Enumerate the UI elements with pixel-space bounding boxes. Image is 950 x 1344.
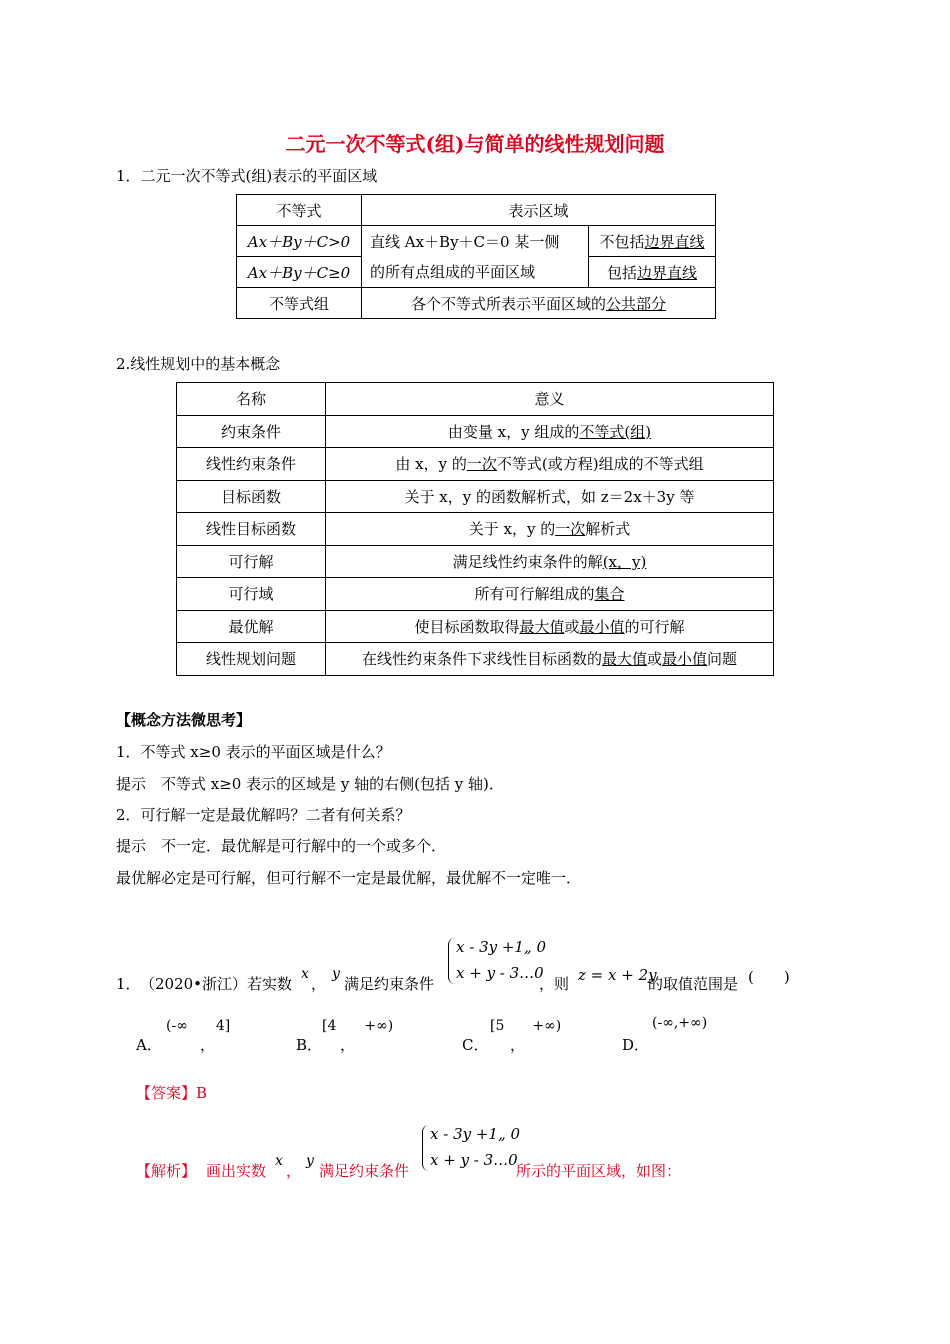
- option-separator: ，: [200, 1036, 216, 1054]
- table-cell: 线性约束条件: [177, 448, 326, 481]
- table-cell: Ax＋By＋C>0: [237, 226, 362, 257]
- cell-text-underlined: 最小值: [579, 617, 625, 636]
- concept-table: [176, 382, 774, 676]
- table-header: 表示区域: [362, 195, 716, 226]
- table-header: 意义: [326, 383, 774, 416]
- analysis-text: 画出实数: [206, 1162, 267, 1180]
- option-label: C．: [462, 1036, 489, 1054]
- table-cell: 最优解: [177, 610, 326, 643]
- region-desc-line: 直线 Ax＋By＋C＝0 某一侧: [370, 232, 560, 251]
- cell-text-underlined: 最小值: [662, 650, 708, 669]
- cell-text-underlined: 集合: [594, 585, 625, 604]
- cell-text: 由变量 x，y 组成的: [447, 422, 580, 441]
- cell-text: 或: [564, 617, 580, 636]
- cell-text: 包括: [606, 263, 637, 282]
- cell-text-underlined: 公共部分: [606, 294, 667, 313]
- table-header: 名称: [177, 383, 326, 416]
- region-desc-line: 的所有点组成的平面区域: [370, 262, 536, 281]
- table-row: [177, 480, 774, 513]
- constraint-2: x + y - 3…0: [456, 964, 544, 982]
- constraint-2: x + y - 3…0: [430, 1151, 518, 1169]
- comma: ，: [311, 975, 327, 993]
- problem-source: （2020•浙江）若实数: [140, 975, 293, 993]
- table-cell: 线性规划问题: [177, 643, 326, 676]
- constraint-1: x - 3y +1„ 0: [456, 938, 547, 956]
- cell-text: 由 x，y 的: [395, 455, 467, 474]
- page-title: 二元一次不等式(组)与简单的线性规划问题: [285, 132, 665, 156]
- answer-value: B: [196, 1084, 208, 1102]
- option-label: B．: [296, 1036, 323, 1054]
- cell-text-underlined: 边界直线: [644, 232, 705, 251]
- table-cell: [589, 226, 716, 257]
- analysis-tag: 【解析】: [136, 1162, 197, 1180]
- answer-1: 提示 不等式 x≥0 表示的区域是 y 轴的右侧(包括 y 轴)．: [116, 775, 504, 793]
- table-cell: [326, 578, 774, 611]
- constraint-1: x - 3y +1„ 0: [430, 1125, 521, 1143]
- problem-number: 1．: [116, 975, 141, 993]
- cell-text-underlined: 最大值: [601, 650, 647, 669]
- table-cell: 目标函数: [177, 480, 326, 513]
- table-row: [177, 415, 774, 448]
- table-cell: [362, 226, 589, 288]
- cell-text: 各个不等式所表示平面区域的: [410, 294, 606, 313]
- cell-text: 所有可行解组成的: [474, 585, 595, 604]
- cell-text: 在线性约束条件下求线性目标函数的: [361, 650, 602, 669]
- var-y: y: [332, 966, 340, 982]
- answer-tag: 【答案】: [136, 1084, 197, 1102]
- cell-text-underlined: 最大值: [519, 617, 565, 636]
- cell-text-underlined: 一次: [555, 520, 586, 539]
- var-y: y: [306, 1153, 314, 1169]
- cell-text-underlined: 一次: [466, 455, 497, 474]
- table-cell: [326, 643, 774, 676]
- think-heading: 【概念方法微思考】: [116, 711, 252, 729]
- cell-text: 不包括: [599, 232, 645, 251]
- table-row: [177, 448, 774, 481]
- answer-2: 提示 不一定．最优解是可行解中的一个或多个．: [116, 837, 447, 855]
- option-value: (-∞,+∞): [652, 1015, 708, 1031]
- section2-heading: 2.线性规划中的基本概念: [116, 355, 281, 373]
- table-row: [177, 513, 774, 546]
- option-separator: ，: [340, 1036, 356, 1054]
- problem-range: 的取值范围是: [648, 975, 739, 993]
- cell-text: 的可行解: [624, 617, 685, 636]
- table-cell: [326, 545, 774, 578]
- table-cell: 线性目标函数: [177, 513, 326, 546]
- question-1: 1．不等式 x≥0 表示的平面区域是什么？: [116, 743, 391, 761]
- cell-text-underlined: (x，y): [602, 552, 647, 571]
- option-separator: ，: [510, 1036, 526, 1054]
- table-cell: 可行域: [177, 578, 326, 611]
- cell-text: 或: [646, 650, 662, 669]
- table-cell: [326, 610, 774, 643]
- cell-text: 不等式(或方程)组成的不等式组: [496, 455, 704, 474]
- answer-line: [136, 1082, 207, 1103]
- var-x: x: [301, 966, 309, 982]
- problem-condition: 满足约束条件: [344, 975, 435, 993]
- comma: ，: [286, 1162, 302, 1180]
- question-2: 2．可行解一定是最优解吗？二者有何关系？: [116, 806, 411, 824]
- analysis-text: 所示的平面区域，如图：: [516, 1162, 682, 1180]
- table-cell: [326, 415, 774, 448]
- cell-text: 关于 x，y 的: [468, 520, 556, 539]
- table-cell: [362, 288, 716, 319]
- analysis-text: 满足约束条件: [319, 1162, 410, 1180]
- table-row: [177, 578, 774, 611]
- option-value: [4 +∞): [322, 1018, 394, 1034]
- table-cell: [326, 448, 774, 481]
- answer-blank: ( ): [748, 968, 790, 986]
- table-row: [177, 643, 774, 676]
- table-cell: [326, 513, 774, 546]
- table-row: [177, 545, 774, 578]
- cell-text: 满足线性约束条件的解: [452, 552, 603, 571]
- section1-heading: 1．二元一次不等式(组)表示的平面区域: [116, 167, 378, 185]
- table-header: 不等式: [237, 195, 362, 226]
- cell-text-underlined: 边界直线: [637, 263, 698, 282]
- option-value: [5 +∞): [490, 1018, 562, 1034]
- cell-text: 解析式: [585, 520, 631, 539]
- problem-then: ，则: [539, 975, 570, 993]
- cell-text: 关于 x，y 的函数解析式，如 z＝2x＋3y 等: [404, 487, 695, 506]
- cell-text-underlined: 不等式(组): [579, 422, 652, 441]
- region-table: [236, 194, 716, 319]
- cell-text: 使目标函数取得: [414, 617, 520, 636]
- table-cell: 约束条件: [177, 415, 326, 448]
- cell-text: 问题: [707, 650, 738, 669]
- table-cell: Ax＋By＋C≥0: [237, 257, 362, 288]
- table-cell: 不等式组: [237, 288, 362, 319]
- option-value: (-∞ 4]: [166, 1018, 231, 1034]
- objective-function: z = x + 2y: [578, 966, 657, 984]
- answer-3: 最优解必定是可行解，但可行解不一定是最优解，最优解不一定唯一．: [116, 869, 582, 887]
- table-cell: 可行解: [177, 545, 326, 578]
- table-row: [177, 610, 774, 643]
- option-label: A．: [136, 1036, 162, 1054]
- table-cell: [589, 257, 716, 288]
- var-x: x: [275, 1153, 283, 1169]
- option-label: D．: [622, 1036, 650, 1054]
- table-cell: [326, 480, 774, 513]
